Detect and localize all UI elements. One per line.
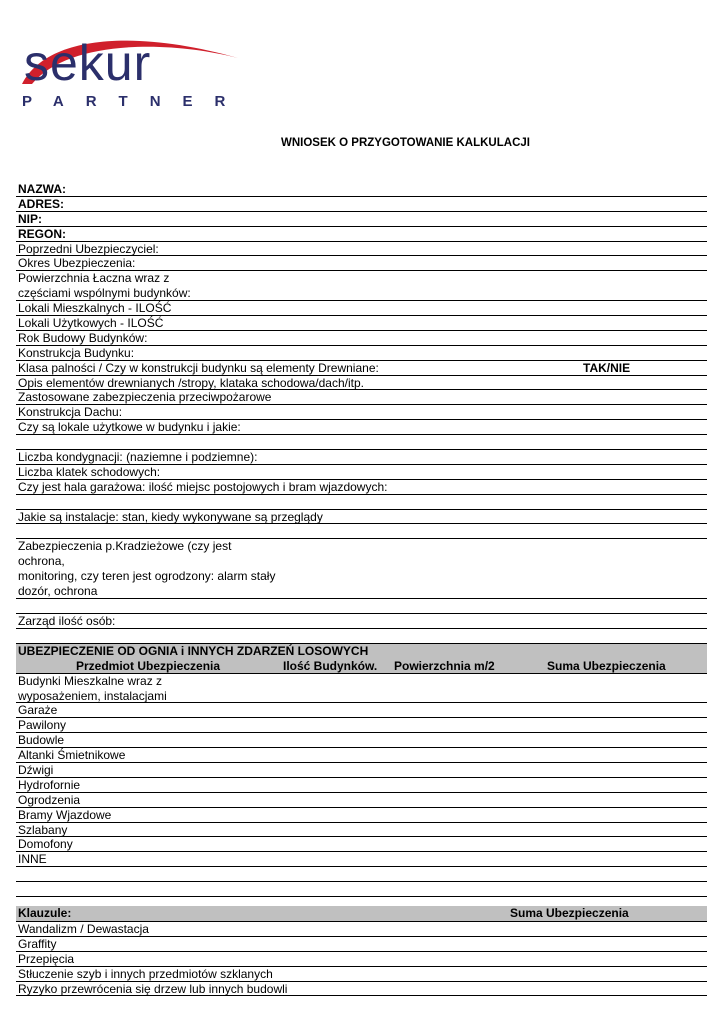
form-row-label: wyposażeniem, instalacjami	[18, 688, 167, 703]
form-row-option: TAK/NIE	[583, 360, 631, 375]
form-row[interactable]	[16, 967, 707, 982]
form-row[interactable]	[16, 435, 707, 450]
column-subject: Przedmiot Ubezpieczenia	[76, 658, 221, 673]
document-title: WNIOSEK O PRZYGOTOWANIE KALKULACJI	[281, 137, 530, 149]
form-row[interactable]	[16, 301, 707, 316]
form-row[interactable]	[16, 510, 707, 525]
form-row[interactable]	[16, 823, 707, 838]
form-row-label: Stłuczenie szyb i innych przedmiotów szklanych	[18, 966, 273, 981]
form-row[interactable]	[16, 450, 707, 465]
form-row-label: Dźwigi	[18, 762, 54, 777]
form-row[interactable]	[16, 316, 707, 331]
form-row-label: Lokali Użytkowych - ILOŚĆ	[18, 316, 164, 331]
form-row[interactable]	[16, 937, 707, 952]
form-row[interactable]	[16, 256, 707, 271]
fire-insurance-section-header	[16, 644, 707, 674]
form-row[interactable]	[16, 952, 707, 967]
form-row[interactable]	[16, 242, 707, 257]
form-row-label: Hydrofornie	[18, 777, 81, 792]
form-row-label: Liczba klatek schodowych:	[18, 464, 161, 479]
form-row-label: Garaże	[18, 703, 58, 718]
form-row-label: Zastosowane zabezpieczenia przeciwpożarowe	[18, 390, 272, 405]
form-row-label: Opis elementów drewnianych /stropy, klataka schodowa/dach/itp.	[18, 375, 364, 390]
svg-text:sekur: sekur	[24, 35, 152, 91]
fire-insurance-columns	[16, 659, 707, 673]
form-row-label: Konstrukcja Budynku:	[18, 345, 135, 360]
form-row-label: monitoring, czy teren jest ogrodzony: alarm stały	[18, 569, 276, 584]
form-row[interactable]	[16, 197, 707, 212]
form-row[interactable]	[16, 539, 707, 554]
form-row[interactable]	[16, 584, 707, 599]
form-row-label: Jakie są instalacje: stan, kiedy wykonywane są przeglądy	[18, 509, 323, 524]
form-row[interactable]	[16, 808, 707, 823]
form-row[interactable]	[16, 524, 707, 539]
fire-insurance-section-title: UBEZPIECZENIE OD OGNIA i INNYCH ZDARZEŃ LOSOWYCH	[18, 643, 369, 658]
clauses-rows	[16, 922, 707, 996]
form-row[interactable]	[16, 376, 707, 391]
asekur-logo	[18, 22, 248, 112]
form-row[interactable]	[16, 982, 707, 997]
form-row[interactable]	[16, 569, 707, 584]
form-row[interactable]	[16, 554, 707, 569]
form-row-label: Altanki Śmietnikowe	[18, 748, 126, 763]
form-row-label: Powierzchnia Łaczna wraz z	[18, 271, 170, 286]
form-row-label: Wandalizm / Dewastacja	[18, 921, 149, 936]
form-row[interactable]	[16, 748, 707, 763]
form-row[interactable]	[16, 922, 707, 937]
form-row[interactable]	[16, 271, 707, 286]
form-row-label: Poprzedni Ubezpieczyciel:	[18, 241, 159, 256]
form-row-label: Konstrukcja Dachu:	[18, 405, 123, 420]
form-row[interactable]	[16, 882, 707, 897]
column-sum-insured: Suma Ubezpieczenia	[547, 658, 666, 673]
form-row[interactable]	[16, 390, 707, 405]
clauses-sum-label: Suma Ubezpieczenia	[510, 905, 629, 920]
form-row[interactable]	[16, 778, 707, 793]
form-row[interactable]	[16, 703, 707, 718]
form-row-label: dozór, ochrona	[18, 584, 98, 599]
form-row[interactable]	[16, 420, 707, 435]
form-row-label: Ogrodzenia	[18, 792, 81, 807]
form-row-label: Liczba kondygnacji: (naziemne i podziemne):	[18, 450, 258, 465]
form-row-label: Budowle	[18, 733, 65, 748]
form-row[interactable]	[16, 286, 707, 301]
form-row-label: Rok Budowy Budynków:	[18, 330, 148, 345]
form-row[interactable]	[16, 718, 707, 733]
form-row-label: Budynki Mieszkalne wraz z	[18, 673, 163, 688]
form-row[interactable]	[16, 837, 707, 852]
form-row-label: Graffity	[18, 936, 57, 951]
form-row-label: Czy jest hala garażowa: ilość miejsc postojowych i bram wjazdowych:	[18, 479, 388, 494]
form-row[interactable]	[16, 495, 707, 510]
form-row-label: Okres Ubezpieczenia:	[18, 256, 136, 271]
form-row-label: Zarząd ilość osób:	[18, 613, 116, 628]
form-row-label: Lokali Mieszkalnych - ILOŚĆ	[18, 301, 172, 316]
form-row-label: częściami wspólnymi budynków:	[18, 286, 191, 301]
general-info-rows	[16, 182, 707, 644]
form-row[interactable]	[16, 629, 707, 644]
clauses-section-header	[16, 906, 707, 922]
column-area: Powierzchnia m/2	[394, 658, 495, 673]
form-row[interactable]	[16, 852, 707, 867]
svg-text:PARTNER: PARTNER	[22, 93, 248, 110]
form-row[interactable]	[16, 793, 707, 808]
form-row-label: NAZWA:	[18, 182, 66, 196]
form-row-label: Ryzyko przewrócenia się drzew lub innych budowli	[18, 981, 288, 996]
form-row[interactable]	[16, 331, 707, 346]
form-row-label: INNE	[18, 852, 47, 867]
calculation-form	[16, 182, 707, 996]
fire-insurance-rows	[16, 674, 707, 897]
form-row-label: NIP:	[18, 211, 42, 226]
form-row[interactable]	[16, 405, 707, 420]
form-row-label: REGON:	[18, 226, 66, 241]
form-row[interactable]	[16, 689, 707, 704]
form-row-label: Klasa palności / Czy w konstrukcji budynku są elementy Drewniane:	[18, 360, 379, 375]
form-row[interactable]	[16, 614, 707, 629]
form-row[interactable]	[16, 346, 707, 361]
form-row[interactable]	[16, 227, 707, 242]
form-row[interactable]	[16, 733, 707, 748]
form-row[interactable]	[16, 361, 707, 376]
form-row-label: ochrona,	[18, 554, 65, 569]
form-row[interactable]	[16, 212, 707, 227]
form-row[interactable]	[16, 599, 707, 614]
form-row-label: Pawilony	[18, 718, 67, 733]
form-row-label: Bramy Wjazdowe	[18, 807, 112, 822]
form-row[interactable]	[16, 867, 707, 882]
form-row[interactable]	[16, 465, 707, 480]
form-row[interactable]	[16, 674, 707, 689]
form-row-label: Czy są lokale użytkowe w budynku i jakie:	[18, 420, 241, 435]
column-building-count: Ilość Budynków.	[283, 658, 378, 673]
form-row-label: Zabezpieczenia p.Kradzieżowe (czy jest	[18, 539, 232, 554]
form-row-label: ADRES:	[18, 196, 65, 211]
form-row[interactable]	[16, 182, 707, 197]
form-row[interactable]	[16, 480, 707, 495]
form-row-label: Przepięcia	[18, 951, 75, 966]
form-row-label: Szlabany	[18, 822, 68, 837]
form-row-label: Domofony	[18, 837, 73, 852]
form-row[interactable]	[16, 763, 707, 778]
asekur-logo-graphic	[18, 22, 248, 112]
clauses-title: Klauzule:	[18, 905, 72, 920]
